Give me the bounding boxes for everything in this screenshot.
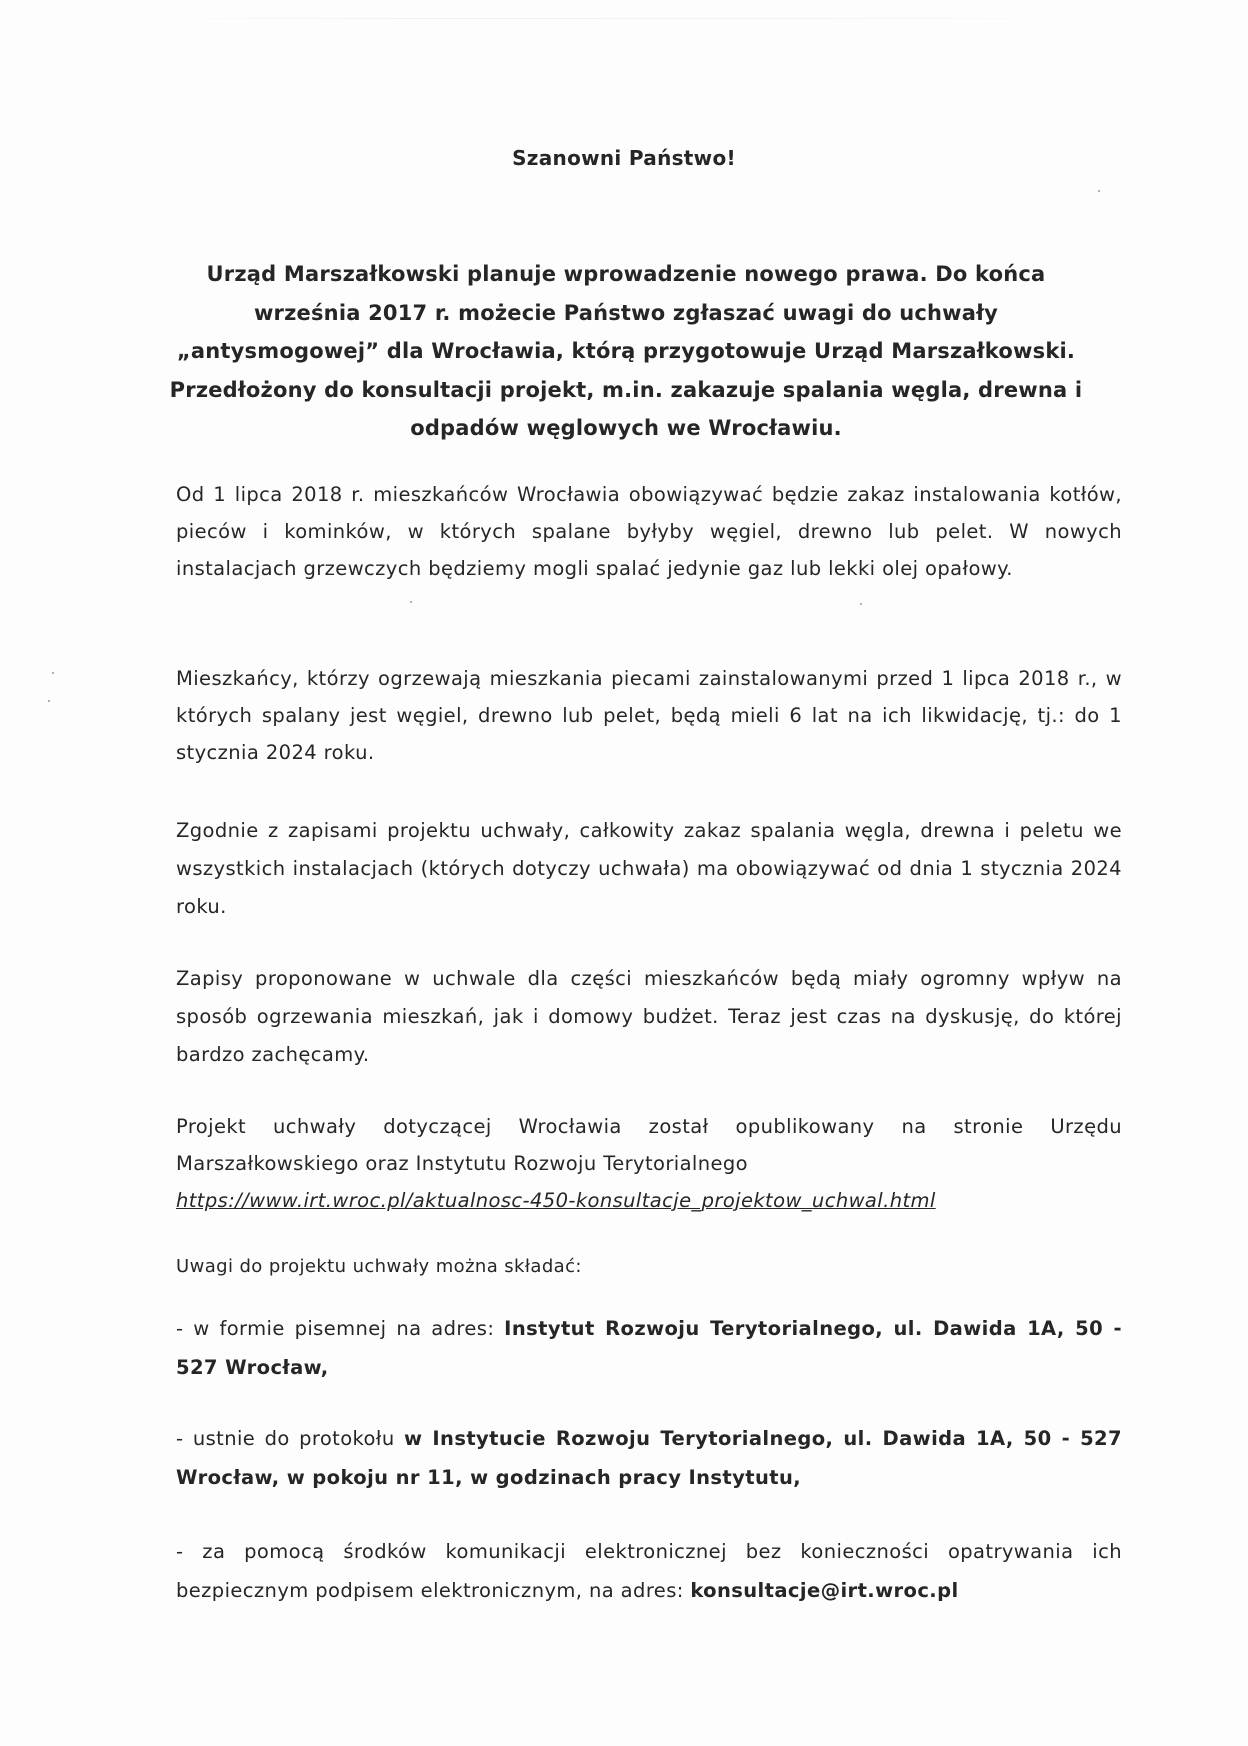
- bullet-text: - za pomocą środków komunikacji elektronicznej bez konieczności opatrywania ich bezpiecznym podpisem elektronicznym, na adres:: [176, 1540, 1122, 1602]
- bullet-text: - w formie pisemnej na adres:: [176, 1317, 505, 1340]
- paragraph-installation-ban: Od 1 lipca 2018 r. mieszkańców Wrocławia obowiązywać będzie zakaz instalowania kotłów, pieców i kominków, w których spalane byłyby węgiel, drewno lub pelet. W nowych instalacjach grzewczych będziemy mogli spalać jedynie gaz lub lekki olej opałowy.: [176, 483, 1122, 580]
- paragraph-impact: Zapisy proponowane w uchwale dla części mieszkańców będą miały ogromny wpływ na sposób ogrzewania mieszkań, jak i domowy budżet. Teraz jest czas na dyskusję, do której bardzo zachęcamy.: [176, 967, 1122, 1066]
- letter-intro: Urząd Marszałkowski planuje wprowadzenie nowego prawa. Do końca września 2017 r. możecie Państwo zgłaszać uwagi do uchwały „antysmogowej” dla Wrocławia, którą przygotowuje Urząd Marszałkowski. Przedłożony do konsultacji projekt, m.in. zakazuje spalania węgla, drewna i odpadów węglowych we Wrocławiu.: [169, 262, 1083, 440]
- bullet-address: w Instytucie Rozwoju Terytorialnego, ul. Dawida 1A, 50 - 527 Wrocław, w pokoju nr 11, w godzinach pracy Instytutu,: [176, 1427, 1122, 1489]
- scan-speck: [410, 601, 412, 603]
- letter-greeting: Szanowni Państwo!: [512, 146, 736, 170]
- list-item-electronic: [176, 1532, 1122, 1610]
- contact-email[interactable]: konsultacje@irt.wroc.pl: [690, 1579, 959, 1602]
- comments-heading: Uwagi do projektu uchwały można składać:: [176, 1256, 582, 1277]
- scan-speck: [1098, 190, 1100, 192]
- paragraph-existing-stoves: Mieszkańcy, którzy ogrzewają mieszkania piecami zainstalowanymi przed 1 lipca 2018 r., w których spalany jest węgiel, drewno lub pelet, będą mieli 6 lat na ich likwidację, tj.: do 1 stycznia 2024 roku.: [176, 667, 1122, 764]
- paragraph-publication: [176, 1108, 1122, 1219]
- publication-text: Projekt uchwały dotyczącej Wrocławia został opublikowany na stronie Urzędu Marszałkowskiego oraz Instytutu Rozwoju Terytorialnego: [176, 1115, 1122, 1175]
- scan-artifact-band: [120, 18, 1120, 19]
- scan-speck: [860, 603, 862, 605]
- project-url-link[interactable]: https://www.irt.wroc.pl/aktualnosc-450-konsultacje_projektow_uchwal.html: [176, 1189, 936, 1212]
- list-item-oral: [176, 1419, 1122, 1497]
- paragraph-total-ban: Zgodnie z zapisami projektu uchwały, całkowity zakaz spalania węgla, drewna i peletu we wszystkich instalacjach (których dotyczy uchwała) ma obowiązywać od dnia 1 stycznia 2024 roku.: [176, 819, 1122, 918]
- list-item-written: [176, 1309, 1122, 1387]
- bullet-text: - ustnie do protokołu: [176, 1427, 404, 1450]
- bullet-address: Instytut Rozwoju Terytorialnego, ul. Dawida 1A, 50 - 527 Wrocław,: [176, 1317, 1123, 1379]
- scan-speck: [48, 700, 50, 702]
- scan-speck: [52, 672, 54, 674]
